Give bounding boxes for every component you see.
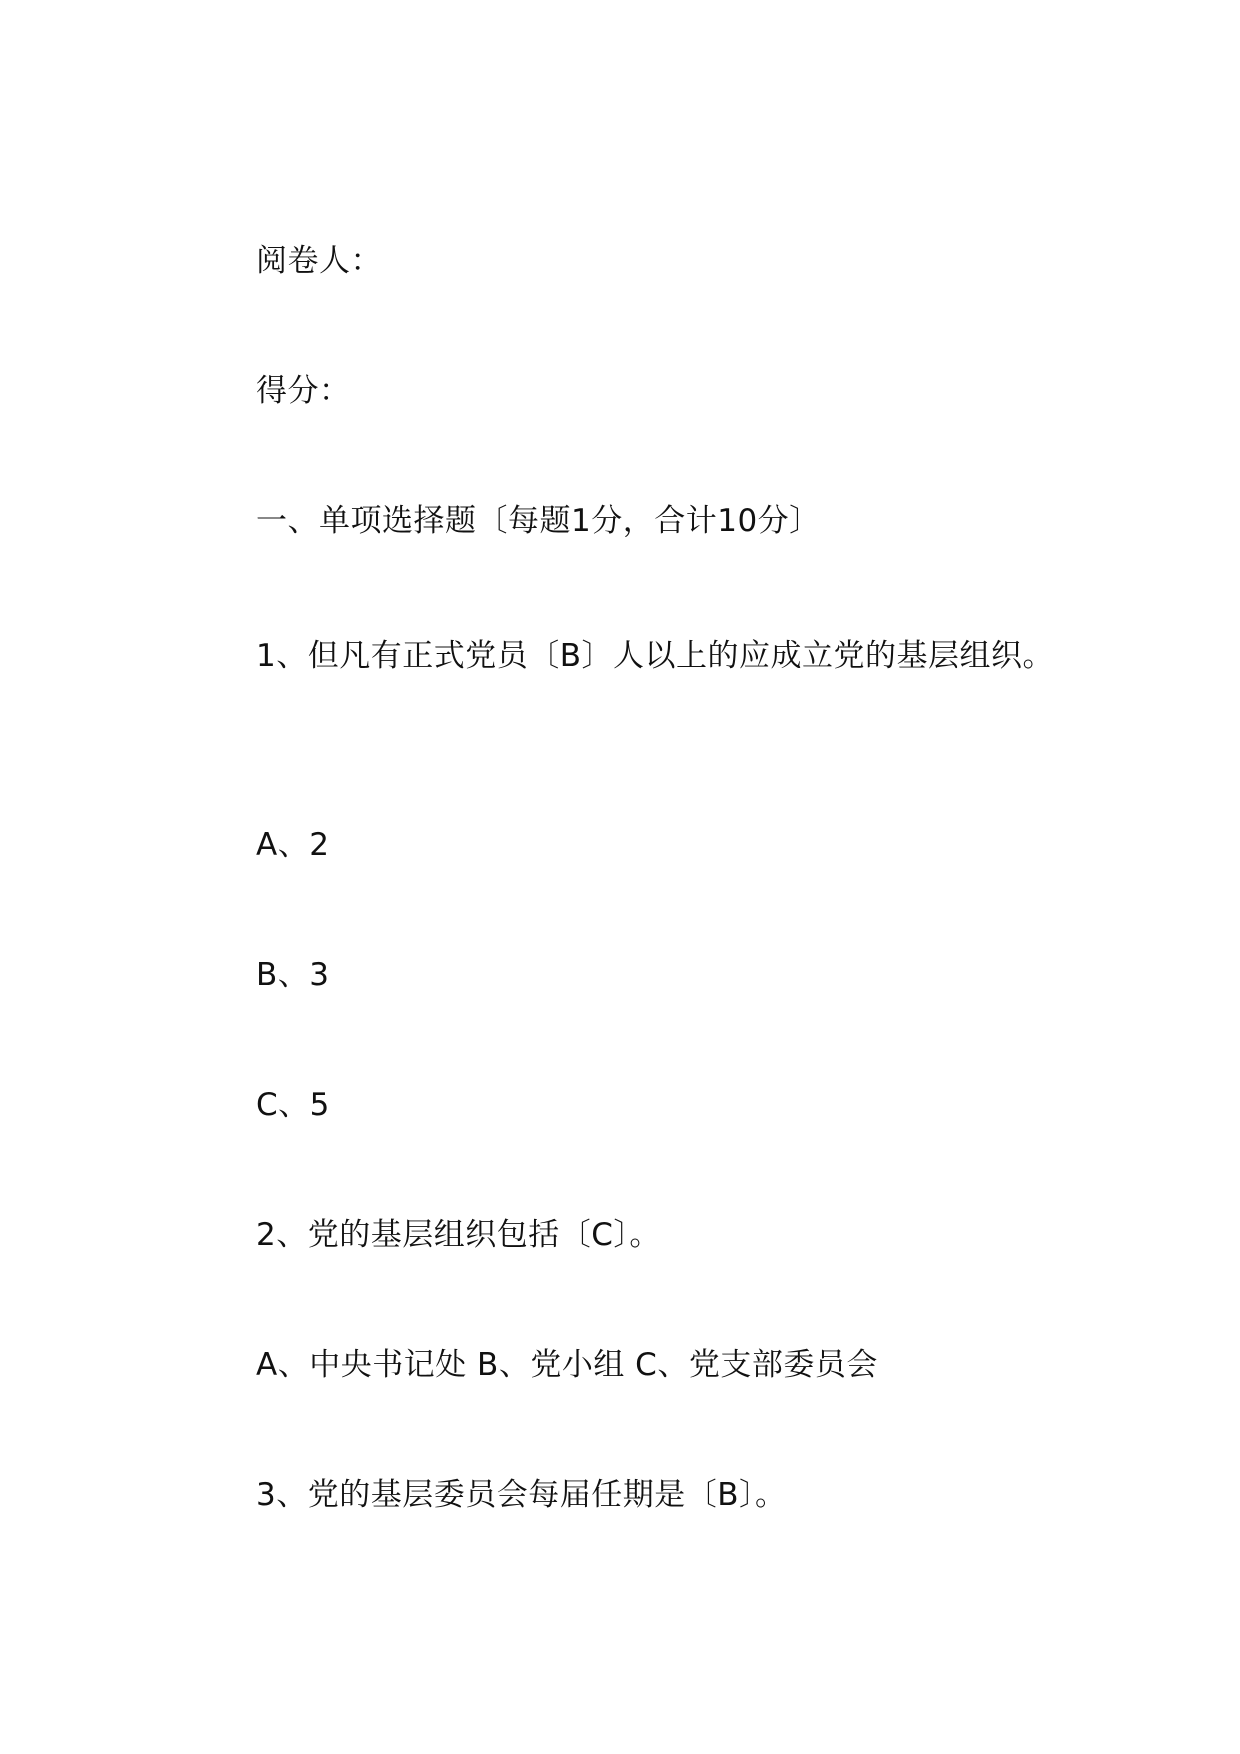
question-2-options: A、中央书记处 B、党小组 C、党支部委员会 <box>256 1347 878 1383</box>
score-label: 得分： <box>256 373 351 409</box>
question-1-option-a: A、2 <box>256 827 330 863</box>
section-heading: 一、单项选择题〔每题1分，合计10分〕 <box>256 503 821 539</box>
question-1-text: 1、但凡有正式党员〔B〕人以上的应成立党的基层组织。 <box>256 638 1054 674</box>
grader-label: 阅卷人： <box>256 243 382 279</box>
question-3-text: 3、党的基层委员会每届任期是〔B〕。 <box>256 1477 787 1513</box>
question-1-option-b: B、3 <box>256 957 330 993</box>
question-1-option-c: C、5 <box>256 1087 330 1123</box>
question-2-text: 2、党的基层组织包括〔C〕。 <box>256 1217 661 1253</box>
